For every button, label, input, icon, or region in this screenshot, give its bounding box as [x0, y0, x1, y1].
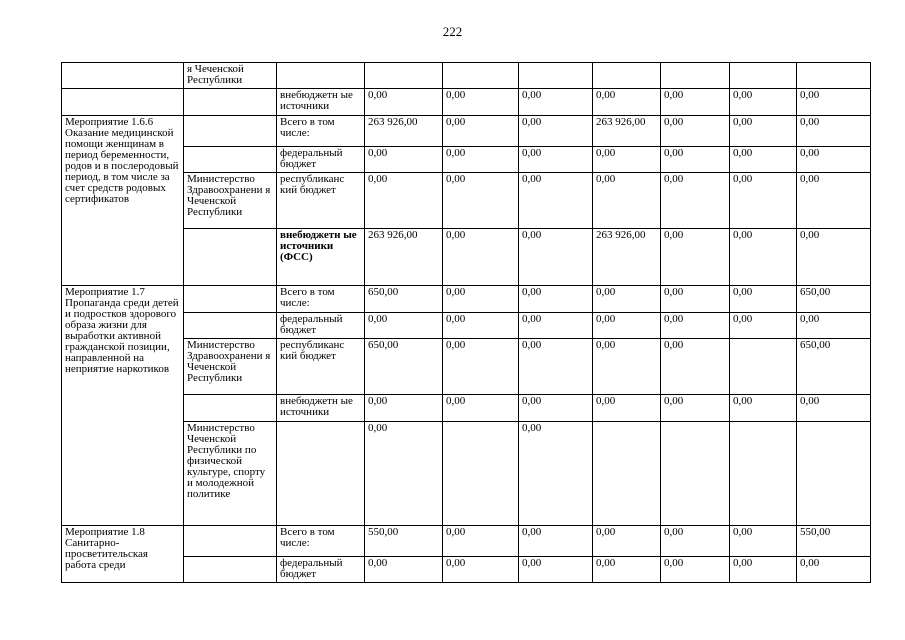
- executor-cell: [184, 557, 277, 583]
- amount-cell: 0,00: [365, 147, 443, 173]
- table-row: [62, 147, 871, 173]
- amount-cell: 0,00: [443, 173, 519, 229]
- amount-cell: 0,00: [661, 526, 730, 557]
- amount-cell: 0,00: [443, 147, 519, 173]
- amount-cell: [661, 422, 730, 526]
- amount-cell: 0,00: [797, 395, 871, 422]
- table-row: [62, 286, 871, 313]
- page-number: 222: [442, 24, 463, 39]
- event-cell: Мероприятие 1.6.6 Оказание медицинской помощи женщинам в период беременности, родов и в послеродовый период, в том числе за счет средств родовых сертификатов: [62, 116, 184, 286]
- amount-cell: [730, 339, 797, 395]
- amount-cell: 0,00: [365, 557, 443, 583]
- amount-cell: 0,00: [730, 286, 797, 313]
- amount-cell: 0,00: [443, 89, 519, 116]
- funding-source-cell: республиканс кий бюджет: [277, 339, 365, 395]
- table-row: [62, 229, 871, 286]
- amount-cell: 0,00: [593, 557, 661, 583]
- amount-cell: 0,00: [443, 313, 519, 339]
- event-cell: Мероприятие 1.7 Пропаганда среди детей и подростков здорового образа жизни для выработки активной гражданской позиции, направленной на неприятие наркотиков: [62, 286, 184, 526]
- amount-cell: 0,00: [730, 526, 797, 557]
- amount-cell: [661, 63, 730, 89]
- amount-cell: 0,00: [730, 116, 797, 147]
- amount-cell: [443, 422, 519, 526]
- amount-cell: [365, 63, 443, 89]
- amount-cell: 0,00: [797, 116, 871, 147]
- funding-source-cell: внебюджетн ые источники: [277, 395, 365, 422]
- amount-cell: 550,00: [365, 526, 443, 557]
- amount-cell: 0,00: [593, 173, 661, 229]
- amount-cell: 650,00: [797, 339, 871, 395]
- amount-cell: 0,00: [519, 557, 593, 583]
- amount-cell: [730, 63, 797, 89]
- executor-cell: Министерство Чеченской Республики по физической культуре, спорту и молодежной политике: [184, 422, 277, 526]
- amount-cell: 0,00: [443, 116, 519, 147]
- table-row: [62, 173, 871, 229]
- amount-cell: 0,00: [443, 229, 519, 286]
- amount-cell: 0,00: [661, 339, 730, 395]
- amount-cell: 0,00: [519, 89, 593, 116]
- amount-cell: 0,00: [661, 557, 730, 583]
- amount-cell: 0,00: [661, 313, 730, 339]
- funding-source-cell: [277, 422, 365, 526]
- amount-cell: 0,00: [730, 229, 797, 286]
- event-cell: [62, 89, 184, 116]
- table-row: [62, 395, 871, 422]
- amount-cell: 0,00: [519, 229, 593, 286]
- amount-cell: 0,00: [443, 339, 519, 395]
- amount-cell: 0,00: [730, 313, 797, 339]
- amount-cell: 0,00: [365, 89, 443, 116]
- executor-cell: [184, 395, 277, 422]
- amount-cell: 0,00: [730, 395, 797, 422]
- funding-source-cell: внебюджетн ые источники: [277, 89, 365, 116]
- amount-cell: 0,00: [661, 89, 730, 116]
- amount-cell: 263 926,00: [365, 229, 443, 286]
- amount-cell: 0,00: [519, 173, 593, 229]
- amount-cell: 650,00: [365, 339, 443, 395]
- amount-cell: 0,00: [519, 116, 593, 147]
- amount-cell: 0,00: [661, 229, 730, 286]
- amount-cell: 0,00: [365, 173, 443, 229]
- event-cell: Мероприятие 1.8 Санитарно-просветительская работа среди: [62, 526, 184, 583]
- amount-cell: 0,00: [797, 173, 871, 229]
- funding-source-cell: Всего в том числе:: [277, 286, 365, 313]
- amount-cell: [797, 422, 871, 526]
- amount-cell: 263 926,00: [593, 116, 661, 147]
- amount-cell: 0,00: [519, 395, 593, 422]
- funding-source-cell: Всего в том числе:: [277, 116, 365, 147]
- executor-cell: Министерство Здравоохранени я Чеченской Республики: [184, 173, 277, 229]
- executor-cell: [184, 526, 277, 557]
- amount-cell: 0,00: [797, 89, 871, 116]
- funding-source-cell: федеральный бюджет: [277, 557, 365, 583]
- amount-cell: 0,00: [593, 147, 661, 173]
- amount-cell: 0,00: [519, 339, 593, 395]
- amount-cell: 0,00: [593, 395, 661, 422]
- executor-cell: я Чеченской Республики: [184, 63, 277, 89]
- amount-cell: 0,00: [661, 173, 730, 229]
- amount-cell: 0,00: [519, 526, 593, 557]
- amount-cell: 0,00: [797, 229, 871, 286]
- table-row: [62, 313, 871, 339]
- funding-source-cell: республиканс кий бюджет: [277, 173, 365, 229]
- funding-source-cell: [277, 63, 365, 89]
- amount-cell: 0,00: [797, 557, 871, 583]
- amount-cell: 0,00: [519, 422, 593, 526]
- executor-cell: [184, 147, 277, 173]
- amount-cell: [797, 63, 871, 89]
- budget-table: [61, 62, 871, 583]
- amount-cell: 550,00: [797, 526, 871, 557]
- amount-cell: 0,00: [730, 557, 797, 583]
- amount-cell: 0,00: [443, 286, 519, 313]
- table-row: [62, 422, 871, 526]
- table-row: [62, 63, 871, 89]
- amount-cell: 0,00: [593, 313, 661, 339]
- amount-cell: [519, 63, 593, 89]
- amount-cell: 0,00: [593, 339, 661, 395]
- executor-cell: Министерство Здравоохранени я Чеченской Республики: [184, 339, 277, 395]
- amount-cell: 650,00: [365, 286, 443, 313]
- table-row: [62, 339, 871, 395]
- amount-cell: 263 926,00: [365, 116, 443, 147]
- funding-source-cell: федеральный бюджет: [277, 313, 365, 339]
- amount-cell: 0,00: [519, 313, 593, 339]
- executor-cell: [184, 229, 277, 286]
- amount-cell: 0,00: [365, 313, 443, 339]
- amount-cell: 0,00: [519, 286, 593, 313]
- executor-cell: [184, 286, 277, 313]
- funding-source-cell: Всего в том числе:: [277, 526, 365, 557]
- table-row: [62, 557, 871, 583]
- amount-cell: 0,00: [365, 395, 443, 422]
- funding-source-cell: внебюджетн ые источники (ФСС): [277, 229, 365, 286]
- amount-cell: 0,00: [443, 557, 519, 583]
- amount-cell: [443, 63, 519, 89]
- amount-cell: 0,00: [661, 286, 730, 313]
- amount-cell: 0,00: [797, 313, 871, 339]
- executor-cell: [184, 116, 277, 147]
- event-cell: [62, 63, 184, 89]
- amount-cell: 0,00: [365, 422, 443, 526]
- amount-cell: 0,00: [730, 89, 797, 116]
- amount-cell: 0,00: [443, 395, 519, 422]
- amount-cell: 0,00: [661, 147, 730, 173]
- table-row: [62, 89, 871, 116]
- amount-cell: 0,00: [519, 147, 593, 173]
- table-row: [62, 526, 871, 557]
- amount-cell: [730, 422, 797, 526]
- amount-cell: 0,00: [730, 173, 797, 229]
- amount-cell: 0,00: [593, 526, 661, 557]
- table-row: [62, 116, 871, 147]
- amount-cell: 650,00: [797, 286, 871, 313]
- amount-cell: [593, 63, 661, 89]
- amount-cell: 0,00: [443, 526, 519, 557]
- executor-cell: [184, 89, 277, 116]
- funding-source-cell: федеральный бюджет: [277, 147, 365, 173]
- amount-cell: 0,00: [661, 395, 730, 422]
- amount-cell: 263 926,00: [593, 229, 661, 286]
- amount-cell: 0,00: [730, 147, 797, 173]
- amount-cell: 0,00: [593, 89, 661, 116]
- executor-cell: [184, 313, 277, 339]
- amount-cell: 0,00: [797, 147, 871, 173]
- amount-cell: [593, 422, 661, 526]
- amount-cell: 0,00: [593, 286, 661, 313]
- amount-cell: 0,00: [661, 116, 730, 147]
